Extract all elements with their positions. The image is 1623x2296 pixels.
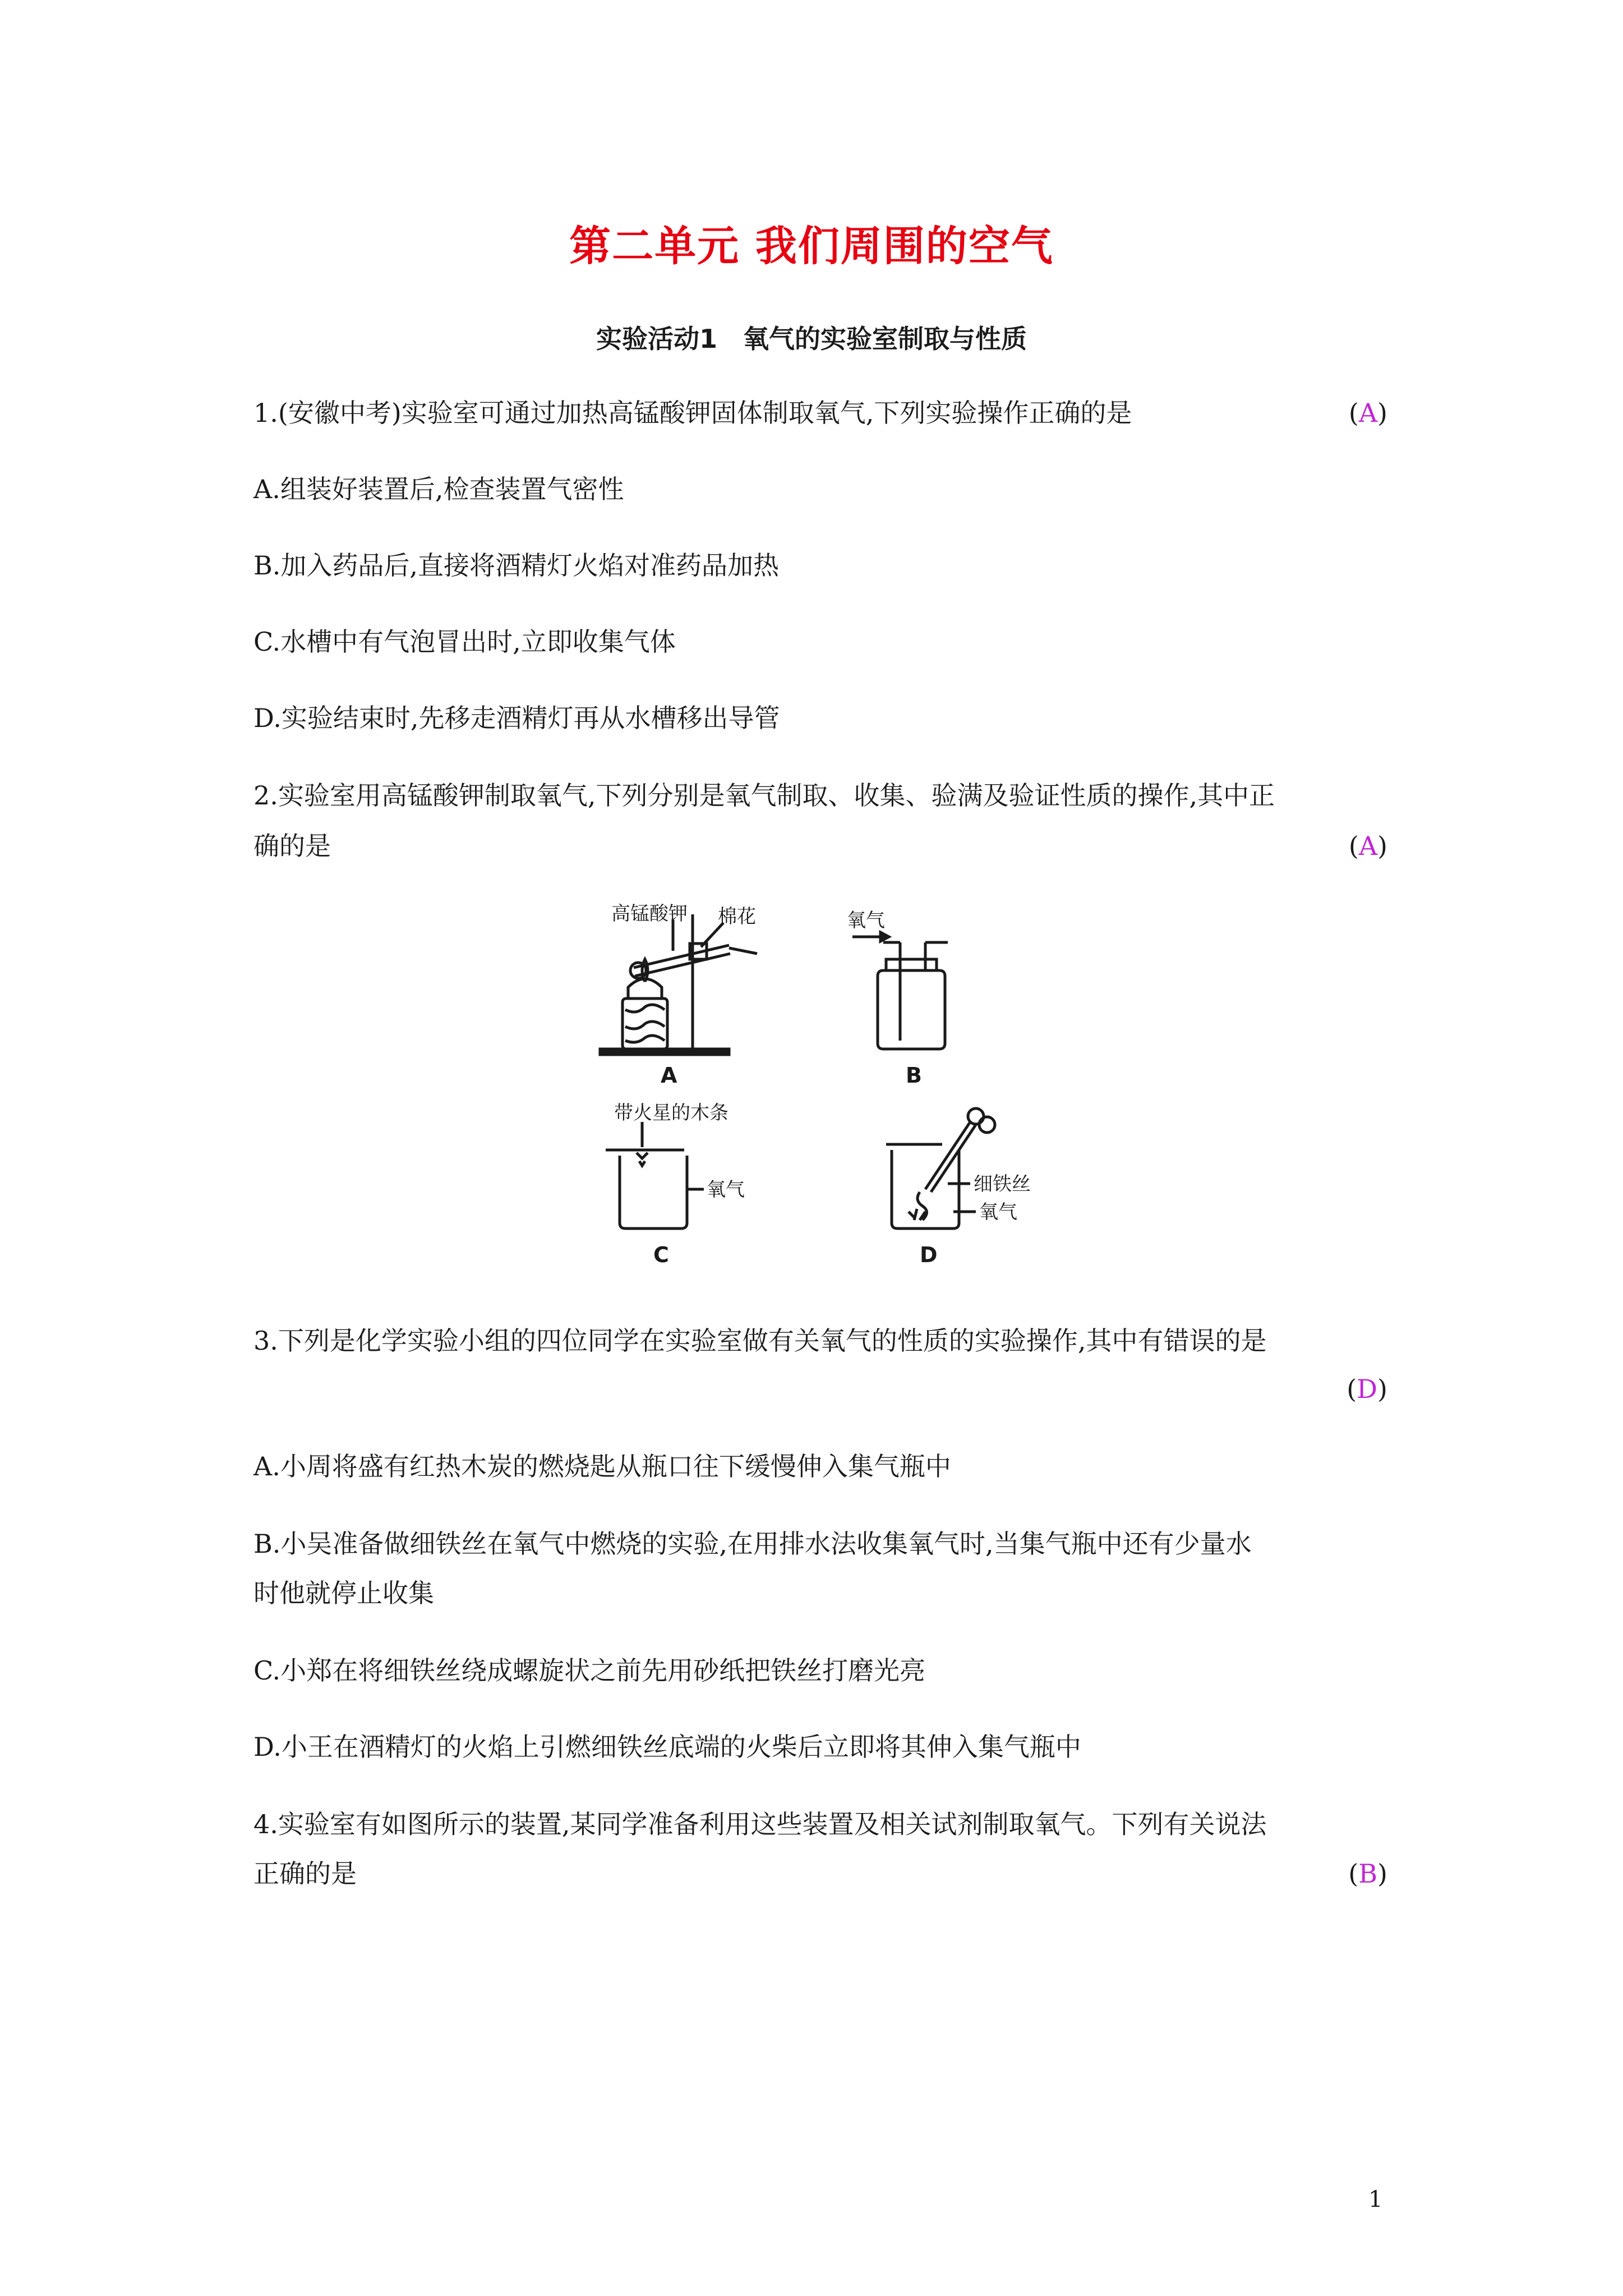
q3-stem: 3.下列是化学实验小组的四位同学在实验室做有关氧气的性质的实验操作,其中有错误的是 xyxy=(253,1326,1267,1356)
q4-stem-line1: 4.实验室有如图所示的装置,某同学准备利用这些装置及相关试剂制取氧气。下列有关说法 xyxy=(253,1809,1267,1839)
q4-stem-line2: 正确的是 xyxy=(253,1858,357,1889)
q3-option-b-line2: 时他就停止收集 xyxy=(253,1578,434,1608)
q1-option-c: C.水槽中有气泡冒出时,立即收集气体 xyxy=(253,627,676,657)
q2-stem-line1: 2.实验室用高锰酸钾制取氧气,下列分别是氧气制取、收集、验满及验证性质的操作,其中正 xyxy=(253,780,1275,811)
q4-answer: (B) xyxy=(1348,1858,1387,1889)
caption-d: D xyxy=(920,1243,938,1267)
label-oxygen-d: 氧气 xyxy=(979,1201,1017,1223)
label-iron-wire: 细铁丝 xyxy=(974,1173,1031,1195)
caption-c: C xyxy=(653,1243,669,1267)
q1-answer-letter: A xyxy=(1358,398,1378,428)
q1-stem: 1.(安徽中考)实验室可通过加热高锰酸钾固体制取氧气,下列实验操作正确的是 xyxy=(253,398,1132,428)
label-oxygen-c: 氧气 xyxy=(707,1179,745,1201)
apparatus-c-testing xyxy=(606,1122,687,1228)
apparatus-a-heating xyxy=(600,914,757,1055)
label-cotton: 棉花 xyxy=(718,905,756,928)
q1-option-b: B.加入药品后,直接将酒精灯火焰对准药品加热 xyxy=(253,550,780,581)
apparatus-b-collection xyxy=(852,932,948,1049)
q2-answer-letter: A xyxy=(1358,831,1378,861)
q3-answer-letter: D xyxy=(1357,1374,1378,1404)
caption-a: A xyxy=(661,1063,677,1088)
label-oxygen-b: 氧气 xyxy=(847,909,885,932)
q2-apparatus-figure xyxy=(589,898,1071,1279)
q3-answer: (D) xyxy=(1347,1374,1387,1404)
caption-b: B xyxy=(906,1063,922,1088)
q1-option-d: D.实验结束时,先移走酒精灯再从水槽移出导管 xyxy=(253,703,780,733)
section-subtitle: 实验活动1 氧气的实验室制取与性质 xyxy=(596,324,1027,354)
q3-option-c: C.小郑在将细铁丝绕成螺旋状之前先用砂纸把铁丝打磨光亮 xyxy=(253,1655,926,1686)
q3-option-d: D.小王在酒精灯的火焰上引燃细铁丝底端的火柴后立即将其伸入集气瓶中 xyxy=(253,1732,1081,1762)
q3-option-a: A.小周将盛有红热木炭的燃烧匙从瓶口往下缓慢伸入集气瓶中 xyxy=(253,1451,951,1481)
page-number: 1 xyxy=(1368,2187,1383,2212)
label-potassium-permanganate: 高锰酸钾 xyxy=(611,903,688,925)
q1-option-a: A.组装好装置后,检查装置气密性 xyxy=(253,474,624,504)
apparatus-d-combustion xyxy=(886,1108,995,1228)
q2-stem-line2: 确的是 xyxy=(253,831,331,861)
q1-answer: (A) xyxy=(1348,398,1387,428)
label-glowing-splint: 带火星的木条 xyxy=(614,1102,728,1124)
q2-answer: (A) xyxy=(1348,831,1387,861)
q4-answer-letter: B xyxy=(1358,1858,1378,1889)
q3-option-b-line1: B.小吴准备做细铁丝在氧气中燃烧的实验,在用排水法收集氧气时,当集气瓶中还有少量水 xyxy=(253,1529,1252,1559)
page-title: 第二单元 我们周围的空气 xyxy=(569,222,1054,270)
